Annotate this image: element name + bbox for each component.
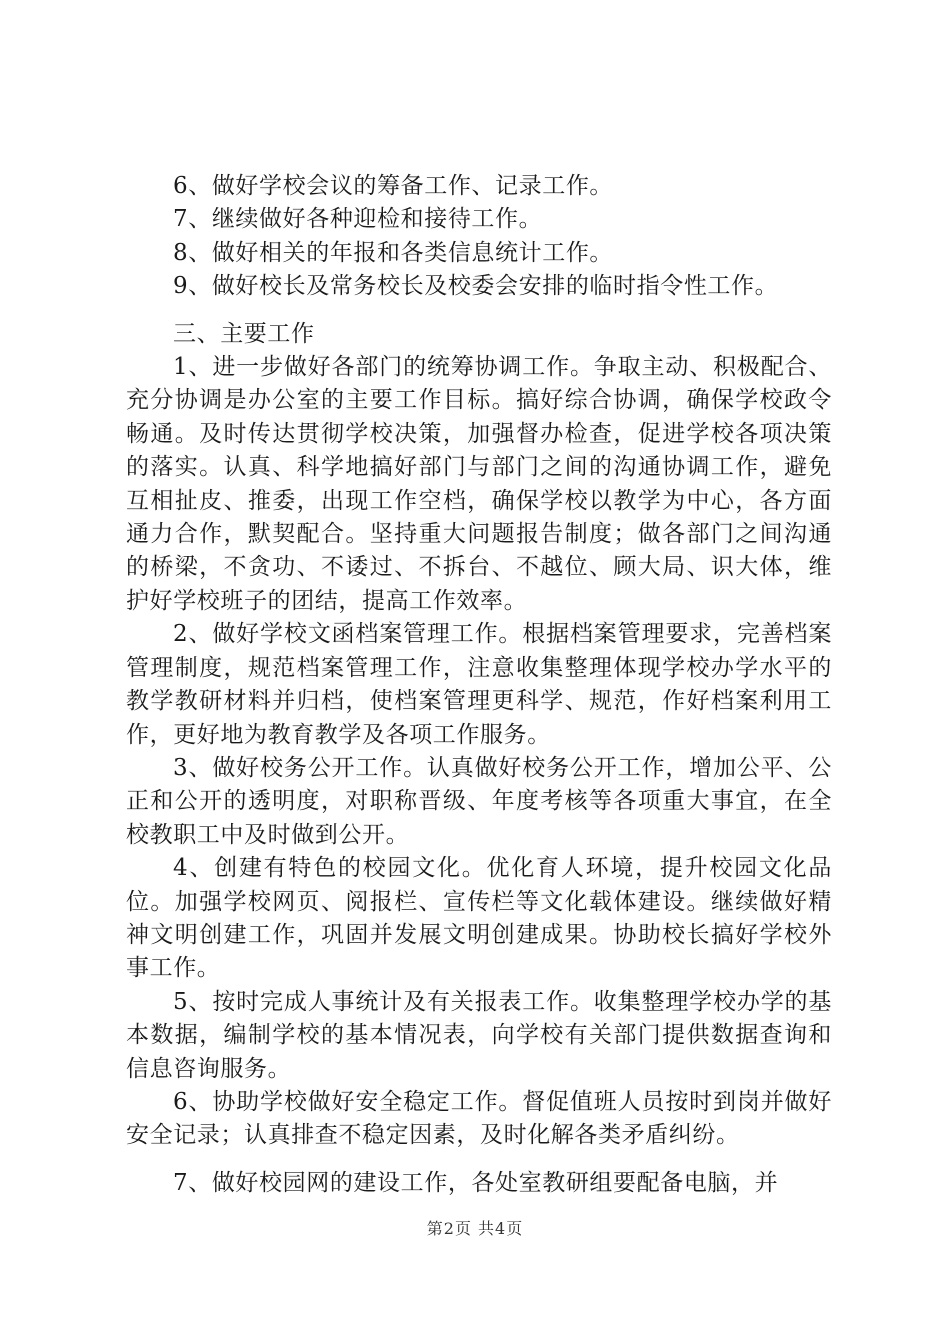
paragraph: 4、创建有特色的校园文化。优化育人环境，提升校园文化品位。加强学校网页、阅报栏、宣传栏等文化载体建设。继续做好精神文明创建工作，巩固并发展文明创建成果。协助校长搞好学校外事工作。 bbox=[126, 855, 832, 982]
list-item: 9、做好校长及常务校长及校委会安排的临时指令性工作。 bbox=[173, 273, 779, 300]
spacer bbox=[126, 304, 832, 318]
list-item: 6、做好学校会议的筹备工作、记录工作。 bbox=[173, 173, 614, 199]
list-item: 7、继续做好各种迎检和接待工作。 bbox=[173, 206, 543, 233]
paragraph: 5、按时完成人事统计及有关报表工作。收集整理学校办学的基本数据，编制学校的基本情况表，向学校有关部门提供数据查询和信息咨询服务。 bbox=[126, 988, 832, 1082]
paragraph: 2、做好学校文函档案管理工作。根据档案管理要求，完善档案管理制度，规范档案管理工作，注意收集整理体现学校办学水平的教学教研材料并归档，使档案管理更科学、规范，作好档案利用工作，更好地为教育教学及各项工作服务。 bbox=[126, 621, 832, 748]
page-number-footer: 第2页 共4页 bbox=[426, 1219, 524, 1238]
document-body bbox=[126, 170, 832, 1200]
spacer bbox=[126, 1153, 832, 1167]
paragraph: 6、协助学校做好安全稳定工作。督促值班人员按时到岗并做好安全记录；认真排查不稳定因素，及时化解各类矛盾纠纷。 bbox=[126, 1088, 832, 1149]
list-item: 8、做好相关的年报和各类信息统计工作。 bbox=[173, 239, 614, 266]
paragraph: 1、进一步做好各部门的统筹协调工作。争取主动、积极配合、充分协调是办公室的主要工作目标。搞好综合协调，确保学校政令畅通。及时传达贯彻学校决策，加强督办检查，促进学校各项决策的落实。认真、科学地搞好部门与部门之间的沟通协调工作，避免互相扯皮、推委，出现工作空档，确保学校以教学为中心，各方面通力合作，默契配合。坚持重大问题报告制度；做各部门之间沟通的桥梁，不贪功、不诿过、不拆台、不越位、顾大局、识大体，维护好学校班子的团结，提高工作效率。 bbox=[126, 354, 832, 614]
paragraph: 7、做好校园网的建设工作，各处室教研组要配备电脑，并 bbox=[173, 1169, 779, 1196]
paragraph: 3、做好校务公开工作。认真做好校务公开工作，增加公平、公正和公开的透明度，对职称晋级、年度考核等各项重大事宜，在全校教职工中及时做到公开。 bbox=[126, 754, 832, 848]
section-heading: 三、主要工作 bbox=[173, 320, 315, 347]
